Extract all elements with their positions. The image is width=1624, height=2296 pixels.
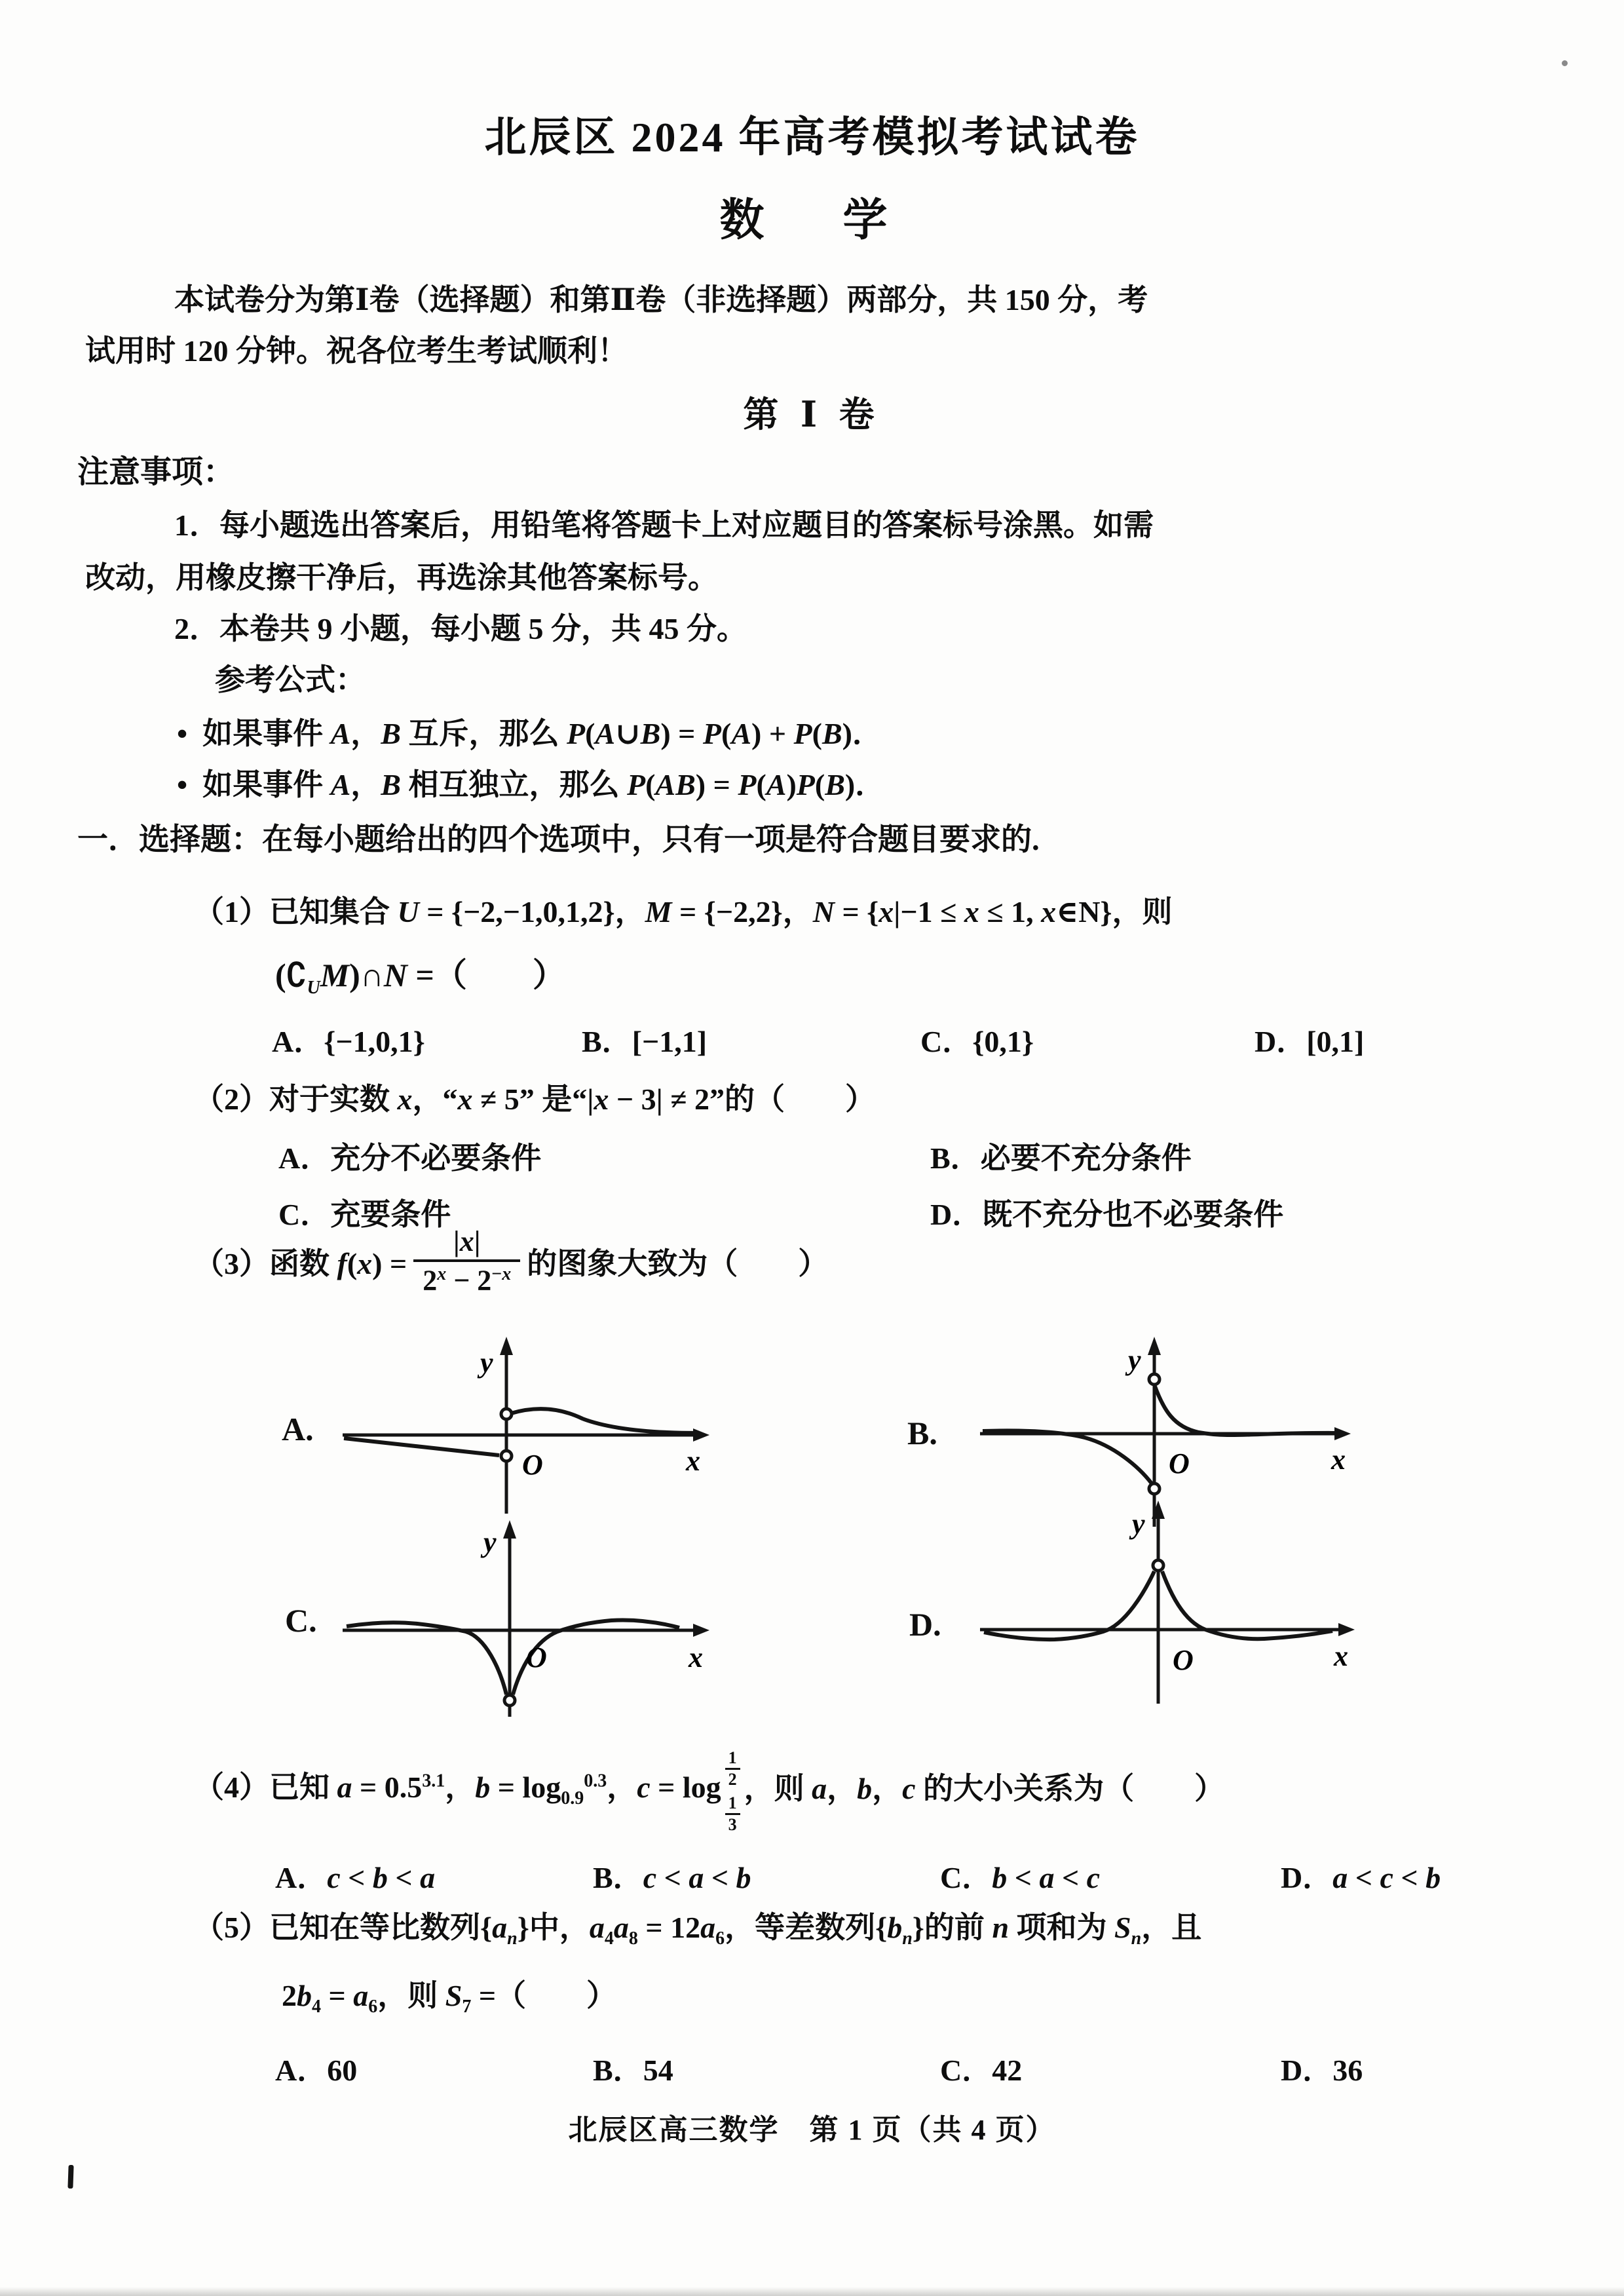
y-axis-arrow-icon: [1152, 1501, 1165, 1519]
curve-positive-branch: [511, 1409, 699, 1433]
intro-line-2: 试用时 120 分钟。祝各位考生考试顺利！: [85, 334, 628, 368]
formula-text: 如果事件 A，B 相互独立，那么 P(AB) = P(A)P(B)．: [202, 768, 886, 801]
scan-artifact-tick: [67, 2165, 73, 2189]
question-1-option-a: A．{−1,0,1}: [272, 1025, 425, 1058]
part1-heading: 第 Ⅰ 卷: [743, 395, 881, 434]
q4-log-base-fraction: 1 3: [725, 1795, 740, 1833]
note1-line-1: 1．每小题选出答案后，用铅笔将答题卡上对应题目的答案标号涂黑。如需: [174, 508, 1154, 542]
question-3-stem: [194, 1227, 828, 1296]
question-1-option-d: D．[0,1]: [1255, 1025, 1365, 1058]
y-axis-arrow-icon: [1148, 1337, 1161, 1355]
notes-title: 注意事项：: [77, 455, 235, 489]
open-point-minimum-icon: [504, 1695, 515, 1706]
graph-a-label: A.: [282, 1411, 314, 1447]
q4-log-fractions: [725, 1750, 740, 1833]
origin-label: O: [522, 1449, 543, 1481]
graph-option-d: [975, 1499, 1368, 1715]
graph-d-label: D.: [909, 1606, 941, 1643]
question-5-stem-2: $2b_4 = a_6$，则 $S_7$ =（ ）: [282, 1979, 617, 2018]
scan-edge-shadow: [0, 2287, 1624, 2296]
q4-stem-post: ，则 a，b，c 的大小关系为（ ）: [744, 1772, 1225, 1805]
open-point-upper-icon: [501, 1409, 512, 1419]
question-1-option-b: B．[−1,1]: [582, 1025, 708, 1058]
graph-option-a: [337, 1335, 711, 1525]
open-point-maximum-icon: [1153, 1560, 1163, 1571]
scan-artifact-dot: [1562, 60, 1568, 66]
y-axis-arrow-icon: [503, 1520, 516, 1539]
note2: 2．本卷共 9 小题，每小题 5 分，共 45 分。: [174, 612, 747, 645]
question-4-option-a: A．c < b < a: [275, 1861, 436, 1894]
graph-b-label: B.: [907, 1415, 937, 1451]
curve-positive-branch: [1154, 1385, 1339, 1435]
question-2-option-b: B．必要不充分条件: [930, 1141, 1192, 1175]
question-2-stem: （2）对于实数 x，“x ≠ 5” 是“|x − 3| ≠ 2”的（ ）: [194, 1082, 875, 1116]
graph-option-c: [337, 1519, 717, 1729]
note1-line-2: 改动，用橡皮擦干净后，再选涂其他答案标号。: [85, 561, 718, 594]
question-5-option-c: C．42: [940, 2054, 1023, 2087]
curve-negative-branch: [983, 1430, 1152, 1483]
y-axis-label: y: [483, 1526, 497, 1558]
question-1-stem: （1）已知集合 U = {−2,−1,0,1,2}，M = {−2,2}，N = {x|−1 ≤ x ≤ 1, x∈N}，则: [194, 895, 1173, 928]
open-point-upper-icon: [1149, 1374, 1160, 1385]
x-axis-arrow-icon: [693, 1428, 709, 1442]
curve-negative-branch: [344, 1438, 499, 1455]
section-heading-choice: 一．选择题：在每小题给出的四个选项中，只有一项是符合题目要求的.: [77, 823, 1040, 857]
question-2-option-a: A．充分不必要条件: [278, 1141, 542, 1175]
y-axis-label: y: [1128, 1344, 1141, 1376]
formula-independent: [177, 765, 885, 805]
q3-stem-post: 的图象大致为（ ）: [527, 1247, 829, 1281]
question-5-stem-1: （5）已知在等比数列$\{a_n\}$中，$a_4a_8 = 12a_6$，等差数列$\{b_n\}$的前 n 项和为 $S_n$，且: [194, 1911, 1202, 1949]
q3-fraction: [413, 1227, 520, 1296]
x-axis-arrow-icon: [693, 1624, 709, 1637]
formula-mutually-exclusive: [177, 714, 882, 754]
page-title: 北辰区 2024 年高考模拟考试试卷: [484, 114, 1140, 161]
question-4-option-b: B．c < a < b: [593, 1861, 751, 1894]
x-axis-label: x: [686, 1445, 700, 1477]
y-axis-label: y: [1132, 1508, 1145, 1540]
open-point-lower-icon: [501, 1451, 512, 1461]
question-2-option-c: C．充要条件: [278, 1198, 451, 1231]
formula-text: 如果事件 A，B 互斥，那么 P(A∪B) = P(A) + P(B)．: [202, 717, 882, 750]
question-2-option-d: D．既不充分也不必要条件: [930, 1198, 1284, 1231]
bullet-icon: •: [177, 768, 188, 801]
question-1-stem-2: $(∁_UM)\cap N$ =（ ）: [275, 957, 565, 998]
x-axis-label: x: [1331, 1444, 1346, 1476]
question-4-option-c: C．b < a < c: [940, 1861, 1101, 1894]
subject-title: 数 学: [719, 195, 905, 245]
q4-log-argument-fraction: 1 2: [725, 1750, 740, 1788]
x-axis-arrow-icon: [1338, 1623, 1355, 1636]
intro-line-1: 本试卷分为第Ⅰ卷（选择题）和第Ⅱ卷（非选择题）两部分，共 150 分，考: [174, 283, 1148, 316]
origin-label: O: [1169, 1447, 1190, 1480]
graph-c-label: C.: [285, 1602, 317, 1639]
question-4-stem: [194, 1744, 1225, 1834]
open-point-lower-icon: [1149, 1483, 1160, 1494]
question-1-option-c: C．{0,1}: [920, 1025, 1034, 1058]
question-5-option-b: B．54: [593, 2054, 673, 2087]
page-footer: 北辰区高三数学 第 1 页（共 4 页）: [568, 2114, 1056, 2146]
origin-label: O: [1173, 1644, 1194, 1676]
q3-fraction-denominator: $2^x - 2^{-x}$: [413, 1259, 520, 1296]
y-axis-arrow-icon: [500, 1337, 513, 1355]
q3-fraction-numerator: |x|: [453, 1225, 481, 1257]
question-4-option-d: D．a < c < b: [1281, 1861, 1441, 1894]
q4-stem-pre: （4）已知 $a = 0.5^{3.1}$，$b = \log_{0.9}^{0.3}$，c = log: [194, 1770, 721, 1809]
q3-stem-pre: （3）函数 f(x) =: [194, 1247, 407, 1281]
x-axis-label: x: [689, 1641, 703, 1674]
origin-label: O: [526, 1641, 547, 1674]
question-5-option-a: A．60: [275, 2054, 358, 2087]
x-axis-label: x: [1334, 1640, 1348, 1672]
curve-left-branch: [347, 1622, 506, 1694]
y-axis-label: y: [480, 1347, 493, 1379]
question-5-option-d: D．36: [1281, 2054, 1363, 2087]
bullet-icon: •: [177, 717, 188, 750]
reference-formulas-title: 参考公式：: [215, 663, 366, 697]
